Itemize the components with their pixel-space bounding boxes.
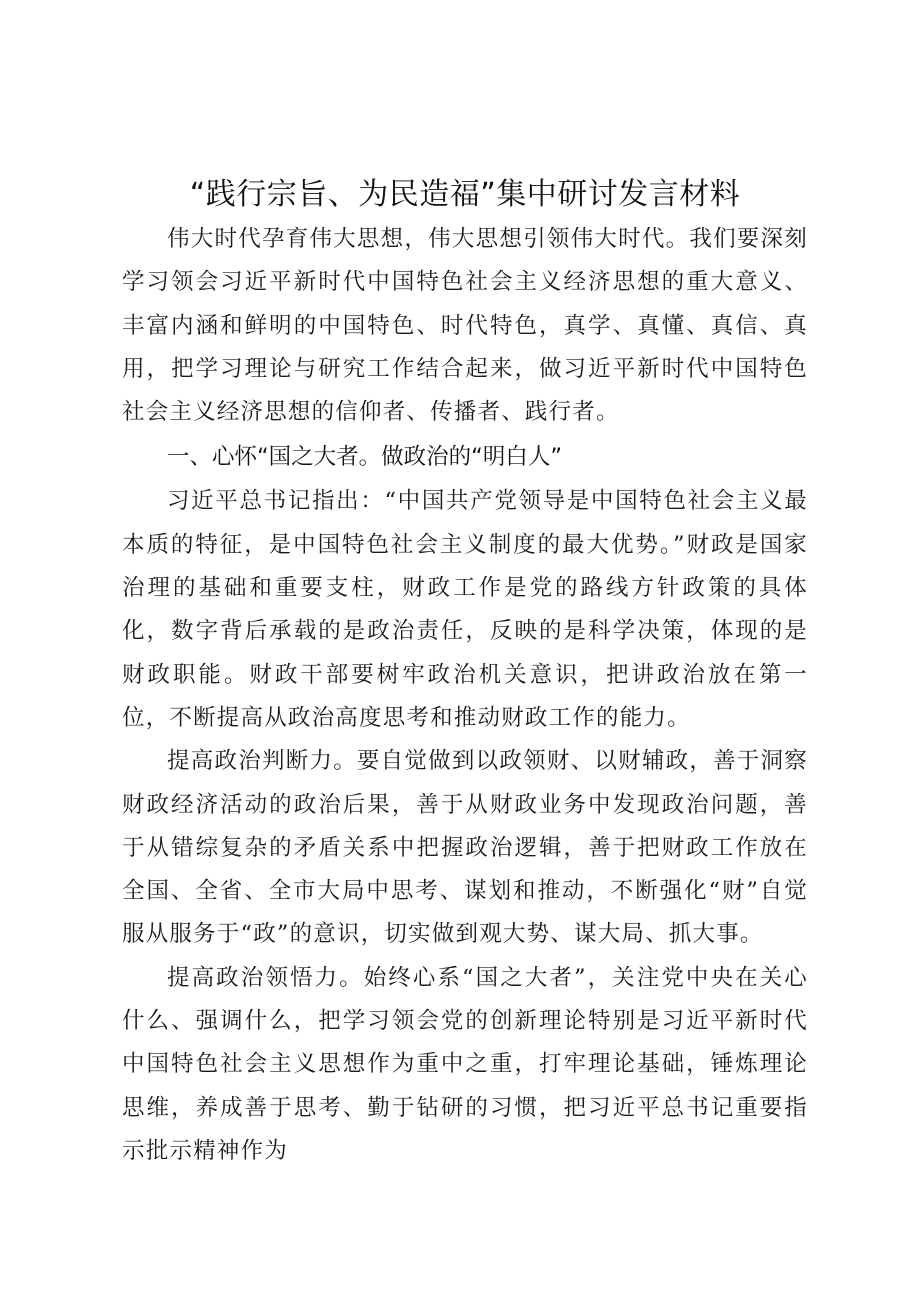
body-paragraph: 习近平总书记指出：“中国共产党领导是中国特色社会主义最本质的特征，是中国特色社会主义制度的最大优势。”财政是国家治理的基础和重要支柱，财政工作是党的路线方针政策的具体化，数字背后承载的是政治责任，反映的是科学决策，体现的是财政职能。财政干部要树牢政治机关意识，把讲政治放在第一位，不断提高从政治高度思考和推动财政工作的能力。 xyxy=(122,488,808,731)
body-paragraph: 提高政治判断力。要自觉做到以政领财、以财辅政，善于洞察财政经济活动的政治后果，善于从财政业务中发现政治问题，善于从错综复杂的矛盾关系中把握政治逻辑，善于把财政工作放在全国、全省、全市大局中思考、谋划和推动，不断强化“财”自觉服从服务于“政”的意识，切实做到观大势、谋大局、抓大事。 xyxy=(122,748,808,948)
body-paragraph: 提高政治领悟力。始终心系“国之大者”，关注党中央在关心什么、强调什么，把学习领会党的创新理论特别是习近平新时代中国特色社会主义思想作为重中之重，打牢理论基础，锤炼理论思维，养成善于思考、勤于钻研的习惯，把习近平总书记重要指示批示精神作为 xyxy=(122,964,808,1164)
section-heading: 一、心怀“国之大者。做政治的“明白人” xyxy=(167,444,562,471)
intro-paragraph: 伟大时代孕育伟大思想，伟大思想引领伟大时代。我们要深刻学习领会习近平新时代中国特色社会主义经济思想的重大意义、丰富内涵和鲜明的中国特色、时代特色，真学、真懂、真信、真用，把学习理论与研究工作结合起来，做习近平新时代中国特色社会主义经济思想的信仰者、传播者、践行者。 xyxy=(122,226,808,426)
document-title: “践行宗旨、为民造福”集中研讨发言材料 xyxy=(189,177,741,212)
